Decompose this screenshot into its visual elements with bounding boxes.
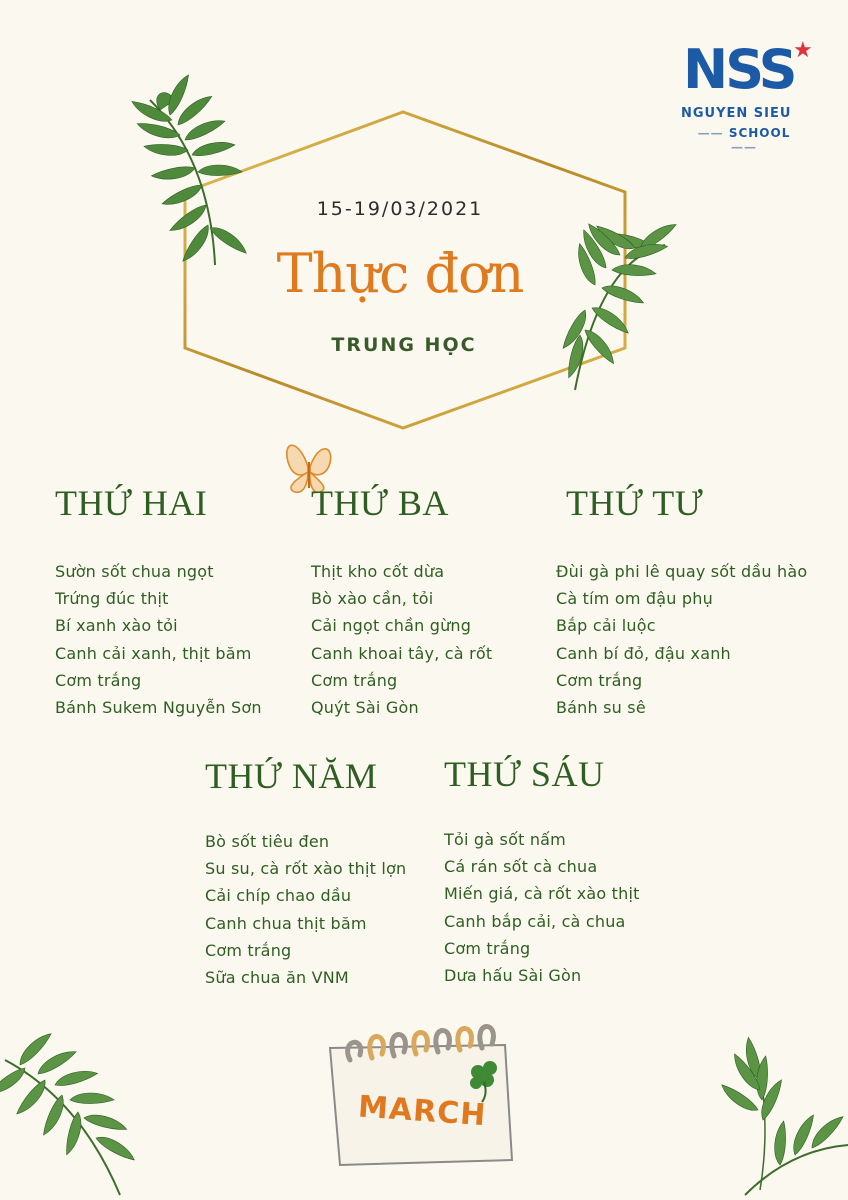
day-title: THỨ BA <box>311 483 449 523</box>
day-title: THỨ SÁU <box>444 754 605 794</box>
logo-line2-text: SCHOOL <box>728 126 791 140</box>
menu-list <box>205 828 406 991</box>
palm-leaf-icon <box>129 72 249 265</box>
list-item: Trứng đúc thịt <box>55 589 169 609</box>
list-item: Canh bí đỏ, đậu xanh <box>556 643 731 663</box>
page-title: Thực đơn <box>276 242 524 305</box>
menu-list <box>55 558 262 721</box>
list-item: Miến giá, cà rốt xào thịt <box>444 884 640 904</box>
list-item: Cơm trắng <box>55 670 142 690</box>
menu-list <box>556 558 807 721</box>
day-title: THỨ NĂM <box>205 756 378 796</box>
list-item: Canh bắp cải, cà chua <box>444 911 626 931</box>
list-item: Cải ngọt chần gừng <box>311 616 472 636</box>
day-thursday <box>205 755 406 991</box>
menu-list <box>311 558 492 721</box>
day-friday <box>444 753 640 989</box>
logo-mark: NSS <box>683 38 795 101</box>
list-item: Bánh su sê <box>556 697 646 717</box>
list-item: Tỏi gà sốt nấm <box>444 830 566 849</box>
palm-leaf-icon <box>719 1036 848 1195</box>
list-item: Canh cải xanh, thịt băm <box>55 643 252 663</box>
list-item: Cơm trắng <box>205 940 292 960</box>
list-item: Dưa hấu Sài Gòn <box>444 965 582 985</box>
list-item: Bánh Sukem Nguyễn Sơn <box>55 697 262 717</box>
list-item: Cà tím om đậu phụ <box>556 589 713 609</box>
school-logo <box>681 38 813 154</box>
list-item: Đùi gà phi lê quay sốt dầu hào <box>556 562 808 581</box>
list-item: Bắp cải luộc <box>556 616 656 636</box>
menu-list <box>444 826 640 989</box>
list-item: Cải chíp chao dầu <box>205 886 352 906</box>
list-item: Thịt kho cốt dừa <box>311 562 445 581</box>
day-monday <box>55 482 262 721</box>
day-wednesday <box>556 482 807 721</box>
palm-leaf-icon <box>0 1030 137 1195</box>
date-range: 15-19/03/2021 <box>316 198 484 220</box>
list-item: Bò xào cần, tỏi <box>311 589 434 609</box>
list-item: Bò sốt tiêu đen <box>205 832 330 851</box>
list-item: Sữa chua ăn VNM <box>205 967 349 987</box>
logo-line1: NGUYEN SIEU <box>681 106 792 121</box>
list-item: Cơm trắng <box>556 670 643 690</box>
list-item: Sườn sốt chua ngọt <box>55 562 214 581</box>
list-item: Cá rán sốt cà chua <box>444 857 598 877</box>
list-item: Canh khoai tây, cà rốt <box>311 643 493 663</box>
calendar-label: MARCH <box>356 1089 488 1134</box>
list-item: Canh chua thịt băm <box>205 913 367 933</box>
list-item: Cơm trắng <box>444 938 531 958</box>
list-item: Quýt Sài Gòn <box>311 697 419 717</box>
day-tuesday <box>311 482 492 721</box>
page-subtitle: TRUNG HỌC <box>331 334 477 356</box>
star-icon: ★ <box>793 38 813 63</box>
list-item: Su su, cà rốt xào thịt lợn <box>205 859 407 879</box>
logo-line2: —— SCHOOL —— <box>697 126 791 154</box>
list-item: Bí xanh xào tỏi <box>55 616 178 636</box>
day-title: THỨ TƯ <box>566 483 704 523</box>
list-item: Cơm trắng <box>311 670 398 690</box>
day-title: THỨ HAI <box>55 483 208 523</box>
